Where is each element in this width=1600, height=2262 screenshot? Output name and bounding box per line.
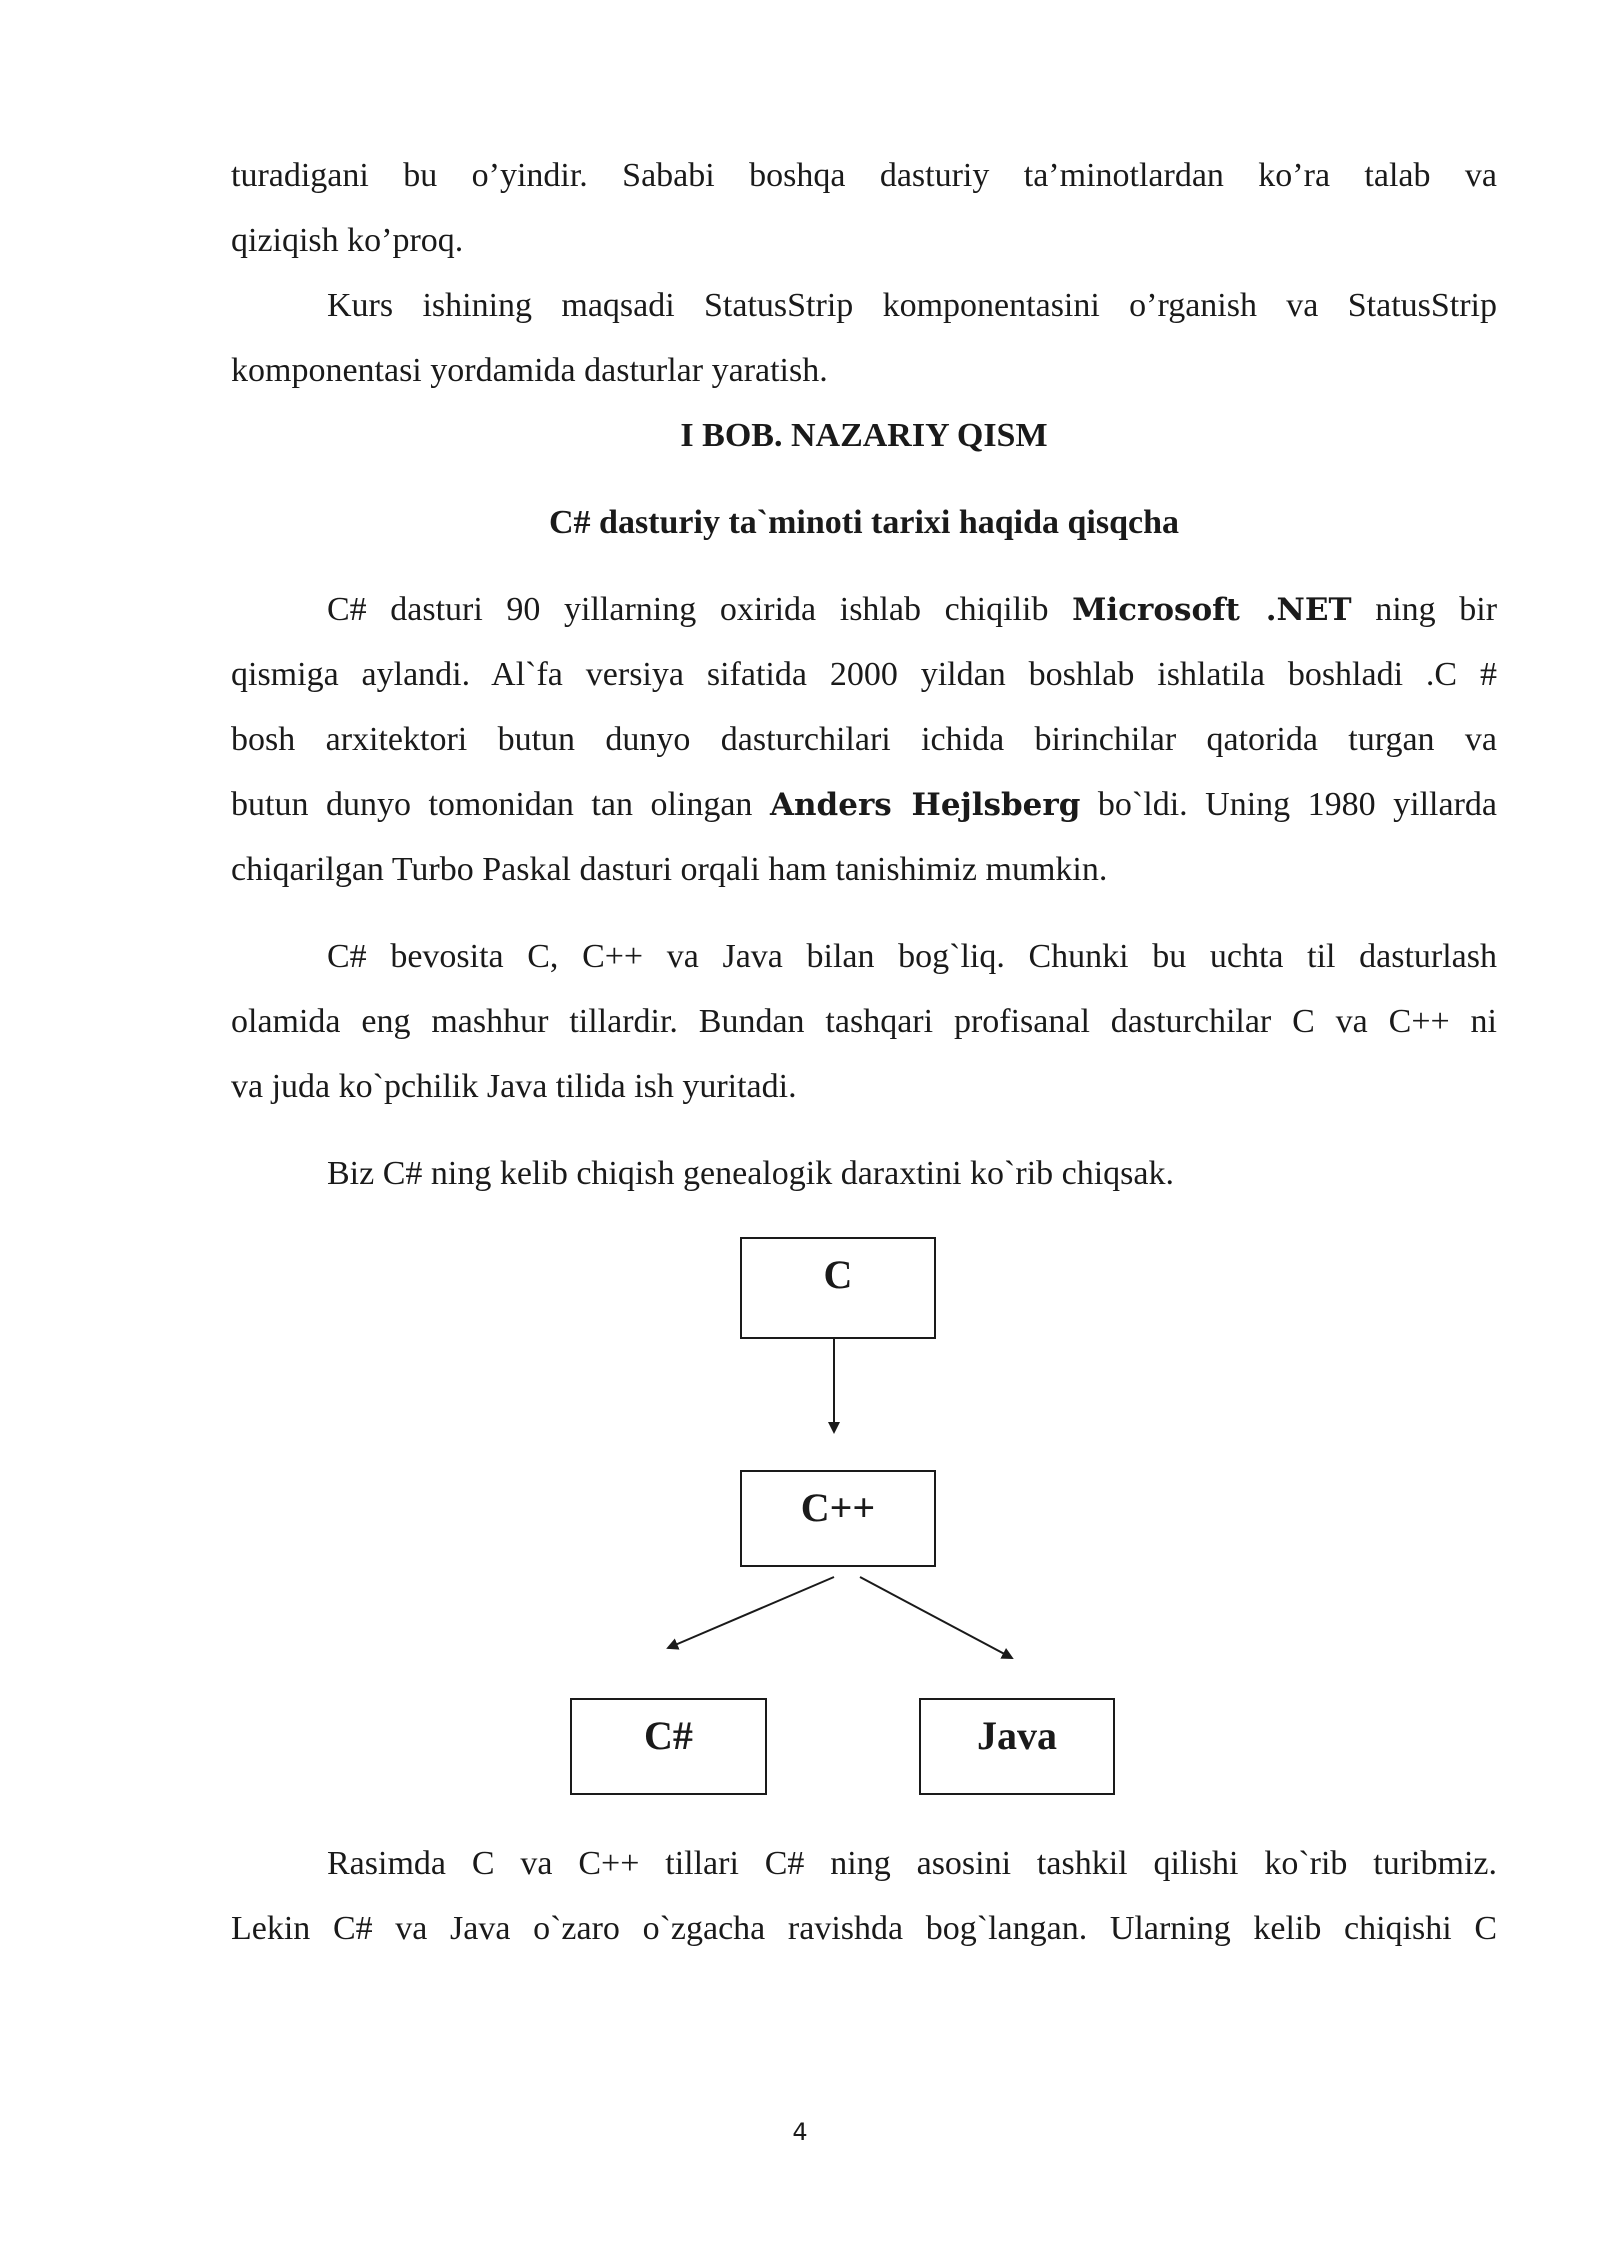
paragraph-line: C# bevosita C, C++ va Java bilan bog`liq. Chunki bu uchta til dasturlash <box>327 938 1497 975</box>
paragraph-line: Biz C# ning kelib chiqish genealogik daraxtini ko`rib chiqsak. <box>327 1155 1174 1192</box>
bold-term: Microsoft .NET <box>1072 592 1352 628</box>
node-c: C <box>740 1237 936 1339</box>
paragraph-line: chiqarilgan Turbo Paskal dasturi orqali ham tanishimiz mumkin. <box>231 851 1108 888</box>
paragraph-line: Rasimda C va C++ tillari C# ning asosini tashkil qilishi ko`rib turibmiz. <box>327 1845 1497 1882</box>
bold-term: Anders Hejlsberg <box>769 787 1081 823</box>
paragraph-line: va juda ko`pchilik Java tilida ish yuritadi. <box>231 1068 797 1105</box>
paragraph-line: Kurs ishining maqsadi StatusStrip komponentasini o’rganish va StatusStrip <box>327 287 1497 324</box>
arrow-cpp-to-java <box>860 1577 1012 1658</box>
node-csharp: C# <box>570 1698 767 1795</box>
arrow-cpp-to-csharp <box>668 1577 834 1648</box>
page-number: 4 <box>792 2118 808 2146</box>
text-span: butun dunyo tomonidan tan olingan <box>231 786 753 823</box>
paragraph-line: bosh arxitektori butun dunyo dasturchilari ichida birinchilar qatorida turgan va <box>231 721 1497 758</box>
node-cpp: C++ <box>740 1470 936 1567</box>
text-span: C# dasturi 90 yillarning oxirida ishlab chiqilib <box>327 591 1049 628</box>
section-heading: C# dasturiy ta`minoti tarixi haqida qisqcha <box>548 504 1180 541</box>
text-span: bo`ldi. Uning 1980 yillarda <box>1097 786 1498 823</box>
paragraph-line: Lekin C# va Java o`zaro o`zgacha ravishda bog`langan. Ularning kelib chiqishi C <box>231 1910 1497 1947</box>
text-span: ning bir <box>1375 591 1498 628</box>
node-java: Java <box>919 1698 1115 1795</box>
paragraph-line: qiziqish ko’proq. <box>231 222 464 259</box>
paragraph-line: qismiga aylandi. Al`fa versiya sifatida 2000 yildan boshlab ishlatila boshladi .C # <box>231 656 1497 693</box>
paragraph-line: olamida eng mashhur tillardir. Bundan tashqari profisanal dasturchilar C va C++ ni <box>231 1003 1497 1040</box>
paragraph-line: komponentasi yordamida dasturlar yaratish. <box>231 352 828 389</box>
chapter-heading: I BOB. NAZARIY QISM <box>680 417 1048 454</box>
paragraph-line: turadigani bu o’yindir. Sababi boshqa dasturiy ta’minotlardan ko’ra talab va <box>231 157 1497 194</box>
